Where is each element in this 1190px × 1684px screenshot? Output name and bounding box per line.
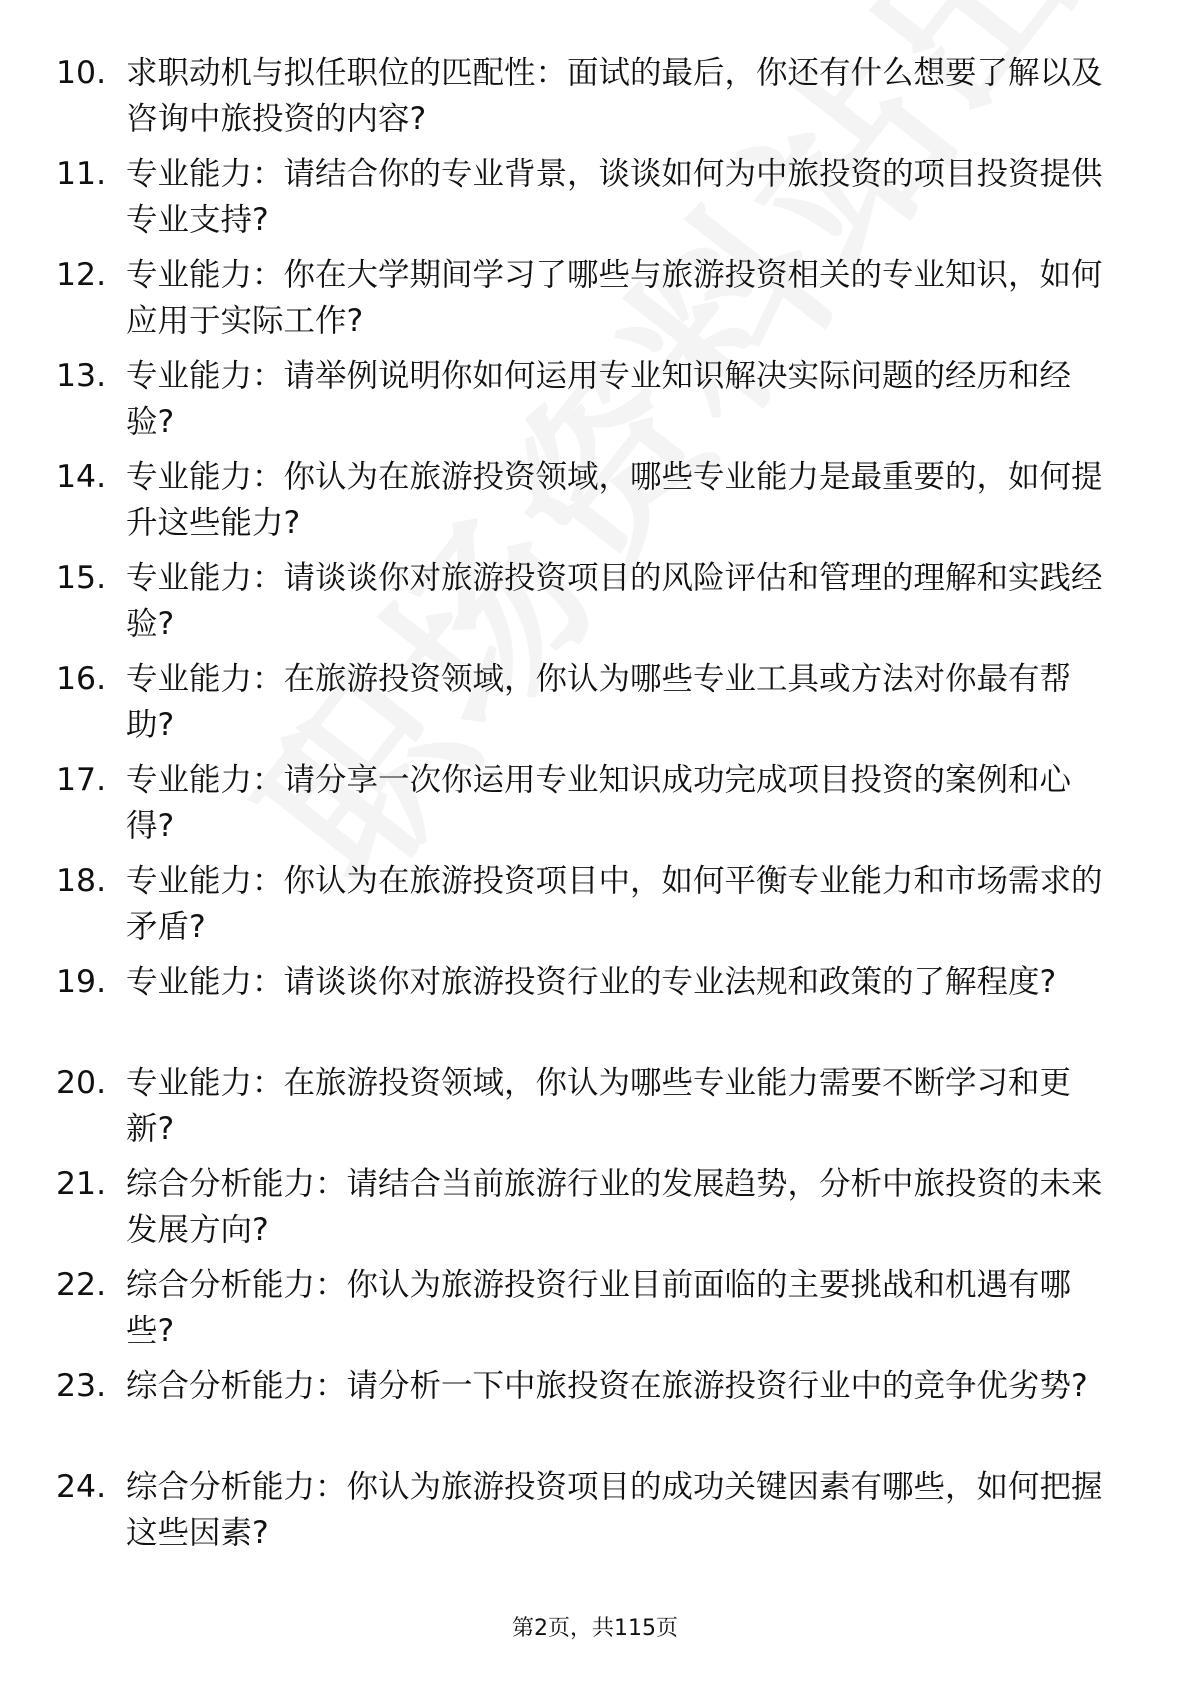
list-item bbox=[56, 353, 1116, 454]
list-item bbox=[56, 1464, 1116, 1565]
question-number: 16. bbox=[56, 661, 107, 697]
question-number: 14. bbox=[56, 459, 107, 495]
question-text: 求职动机与拟任职位的匹配性：面试的最后，你还有什么想要了解以及咨询中旅投资的内容? bbox=[126, 55, 1103, 137]
question-number: 20. bbox=[56, 1065, 107, 1101]
list-item bbox=[56, 858, 1116, 959]
question-text: 综合分析能力：你认为旅游投资项目的成功关键因素有哪些，如何把握这些因素? bbox=[126, 1469, 1103, 1551]
question-text: 专业能力：请谈谈你对旅游投资行业的专业法规和政策的了解程度? bbox=[126, 964, 1057, 1000]
list-item bbox=[56, 757, 1116, 858]
question-text: 专业能力：请举例说明你如何运用专业知识解决实际问题的经历和经验? bbox=[126, 358, 1072, 440]
question-text: 专业能力：请结合你的专业背景，谈谈如何为中旅投资的项目投资提供专业支持? bbox=[126, 156, 1103, 238]
question-text: 专业能力：在旅游投资领域，你认为哪些专业能力需要不断学习和更新? bbox=[126, 1065, 1072, 1147]
list-item bbox=[56, 656, 1116, 757]
question-number: 13. bbox=[56, 358, 107, 394]
list-item bbox=[56, 1262, 1116, 1363]
question-list bbox=[56, 50, 1116, 1565]
list-item bbox=[56, 555, 1116, 656]
question-text: 专业能力：你认为在旅游投资领域，哪些专业能力是最重要的，如何提升这些能力? bbox=[126, 459, 1103, 541]
list-item bbox=[56, 454, 1116, 555]
page-footer bbox=[0, 1614, 1190, 1644]
question-number: 12. bbox=[56, 257, 107, 293]
question-number: 21. bbox=[56, 1166, 107, 1202]
question-text: 专业能力：在旅游投资领域，你认为哪些专业工具或方法对你最有帮助? bbox=[126, 661, 1072, 743]
list-item bbox=[56, 959, 1116, 1060]
list-item bbox=[56, 252, 1116, 353]
question-text: 专业能力：请分享一次你运用专业知识成功完成项目投资的案例和心得? bbox=[126, 762, 1072, 844]
question-number: 10. bbox=[56, 55, 107, 91]
question-text: 专业能力：你认为在旅游投资项目中，如何平衡专业能力和市场需求的矛盾? bbox=[126, 863, 1103, 945]
list-item bbox=[56, 1161, 1116, 1262]
question-text: 综合分析能力：请分析一下中旅投资在旅游投资行业中的竞争优劣势? bbox=[126, 1368, 1088, 1404]
question-number: 24. bbox=[56, 1469, 107, 1505]
list-item bbox=[56, 151, 1116, 252]
question-number: 23. bbox=[56, 1368, 107, 1404]
question-text: 综合分析能力：请结合当前旅游行业的发展趋势，分析中旅投资的未来发展方向? bbox=[126, 1166, 1103, 1248]
question-text: 专业能力：请谈谈你对旅游投资项目的风险评估和管理的理解和实践经验? bbox=[126, 560, 1103, 642]
list-item bbox=[56, 1363, 1116, 1464]
list-item bbox=[56, 50, 1116, 151]
question-number: 22. bbox=[56, 1267, 107, 1303]
question-number: 17. bbox=[56, 762, 107, 798]
question-number: 19. bbox=[56, 964, 107, 1000]
question-number: 18. bbox=[56, 863, 107, 899]
question-number: 11. bbox=[56, 156, 107, 192]
question-number: 15. bbox=[56, 560, 107, 596]
list-item bbox=[56, 1060, 1116, 1161]
question-text: 专业能力：你在大学期间学习了哪些与旅游投资相关的专业知识，如何应用于实际工作? bbox=[126, 257, 1103, 339]
page-number-label: 第2页，共115页 bbox=[512, 1616, 678, 1641]
question-text: 综合分析能力：你认为旅游投资行业目前面临的主要挑战和机遇有哪些? bbox=[126, 1267, 1072, 1349]
